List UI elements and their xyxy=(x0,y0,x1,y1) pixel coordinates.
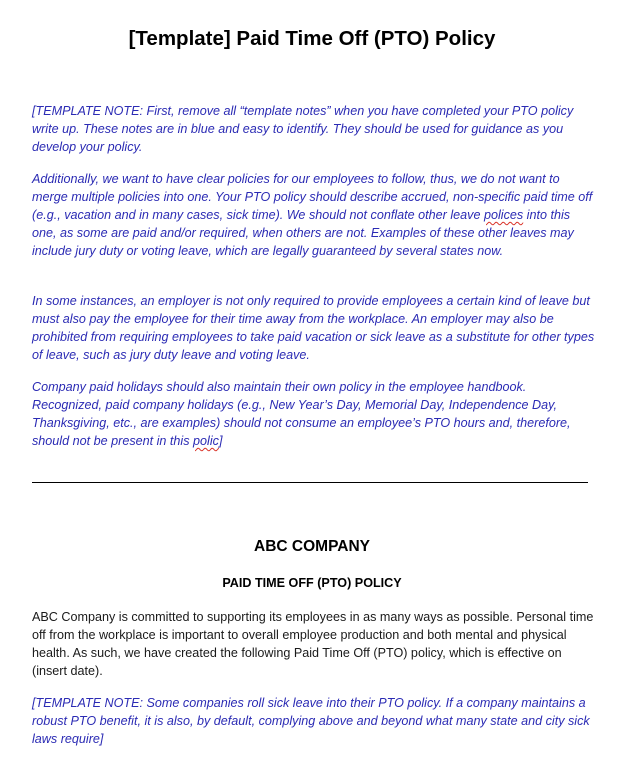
template-note-paragraph: [TEMPLATE NOTE: First, remove all “template notes” when you have completed your PTO policy write up. These notes are in blue and easy to identify. They should be used for guidance as you develop your policy. xyxy=(32,104,574,154)
document-title: [Template] Paid Time Off (PTO) Policy xyxy=(128,27,496,50)
template-note-paragraph: [TEMPLATE NOTE: Some companies roll sick leave into their PTO policy. If a company maintains a robust PTO benefit, it is also, by default, complying above and beyond what many state and city sick laws require] xyxy=(32,696,590,746)
note-text: Additionally, we want to have clear policies for our employees to follow, thus, we do not want to merge multiple policies into one. Your PTO policy should describe accrued, non-specific paid time off (e.g., vacation and in many cases, sick time). We should not conflate other leave xyxy=(32,172,593,222)
section-divider xyxy=(32,482,588,483)
template-note-paragraph: In some instances, an employer is not only required to provide employees a certain kind of leave but must also pay the employee for their time away from the workplace. An employer may also be prohibited from requiring employees to take paid vacation or sick leave as a substitute for other types of leave, such as jury duty leave and voting leave. xyxy=(32,294,595,362)
spellcheck-flagged-word[interactable]: polices xyxy=(483,208,524,222)
note-text: Company paid holidays should also maintain their own policy in the employee handbook. Recognized, paid company holidays (e.g., New Year’s Day, Memorial Day, Independence Day, Thanksgiving, etc., are examples) should not consume an employee’s PTO hours and, therefore, should not be present in this xyxy=(32,380,571,448)
note-text: ] xyxy=(218,434,223,448)
policy-intro-paragraph: ABC Company is committed to supporting its employees in as many ways as possible. Personal time off from the workplace is important to overall employee production and both mental and physical health. As such, we have created the following Paid Time Off (PTO) policy, which is effective on (insert date). xyxy=(32,610,594,678)
template-note-paragraph xyxy=(32,170,598,260)
policy-heading: PAID TIME OFF (PTO) POLICY xyxy=(222,576,402,590)
template-note-paragraph xyxy=(32,378,598,450)
spellcheck-flagged-word[interactable]: polic xyxy=(193,434,219,448)
company-name: ABC COMPANY xyxy=(254,538,370,555)
note-text: into this one, as some are paid and/or required, when others are not. Examples of these other leaves may include jury duty or voting leave, which are legally guaranteed by several states now. xyxy=(32,208,574,258)
